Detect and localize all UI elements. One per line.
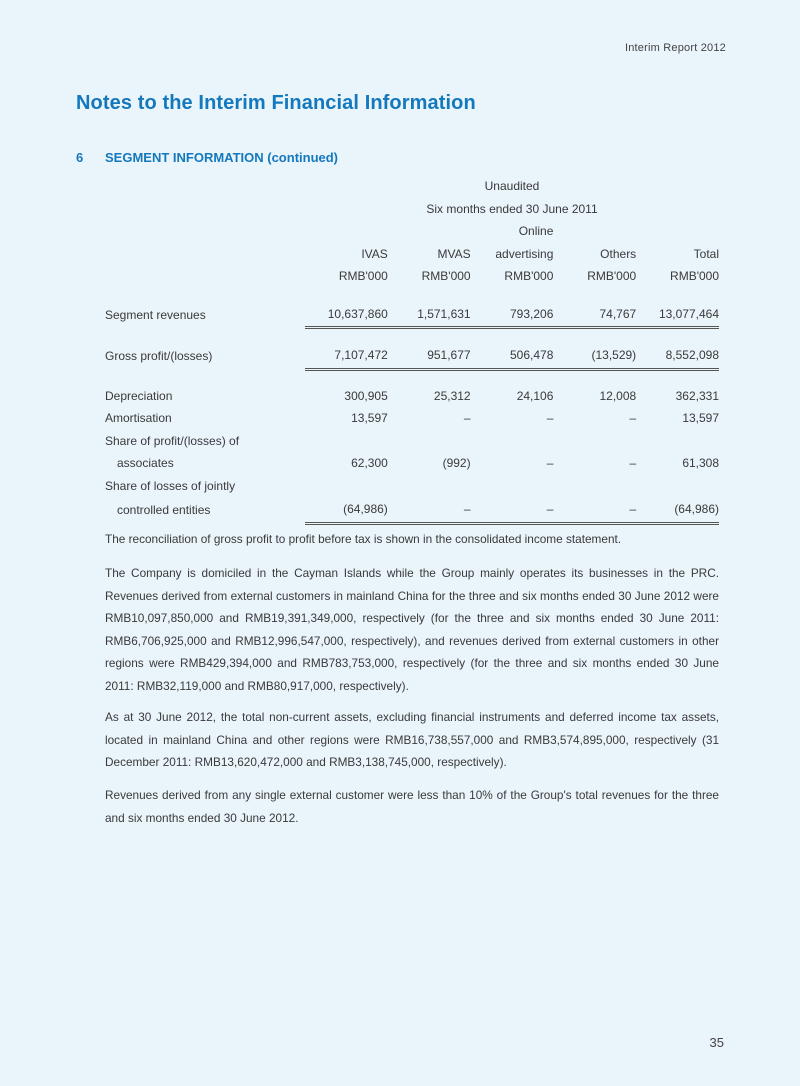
row-label: Share of losses of jointly [105,478,236,493]
cell-value: 7,107,472 [305,343,388,369]
row-label: Amortisation [105,411,172,426]
cell-value: 12,008 [599,388,637,403]
cell-value: – [629,456,637,471]
row-label: Segment revenues [105,307,206,322]
col-header-unit: RMB'000 [504,269,554,284]
cell-value: 793,206 [471,302,554,328]
cell-value: (13,529) [553,343,636,369]
page-title: Notes to the Interim Financial Information [76,92,476,114]
cell-value: 8,552,098 [636,343,719,369]
col-header-line1 [305,220,388,243]
paragraph: The Company is domiciled in the Cayman Islands while the Group mainly operates its businesses in the PRC. Revenues derived from external customers in mainland China for the three and six months ended 30 June 2012 were RMB10,097,850,000 and RMB19,391,349,000, respectively (for the three and six months ended 30 June 2011: RMB6,706,925,000 and RMB12,996,547,000, respectively), and revenues derived from external customers in other regions were RMB429,394,000 and RMB783,753,000, respectively (for the three and six months ended 30 June 2011: RMB32,119,000 and RMB80,917,000, respectively). [105,566,719,693]
cell-value: – [388,497,471,523]
cell-value: – [463,411,471,426]
col-header-name: Others [600,246,637,261]
cell-value: (992) [442,456,471,471]
header-unaudited: Unaudited [484,179,540,194]
cell-value: – [546,411,554,426]
cell-value: 13,597 [682,411,720,426]
segment-table [105,175,719,525]
table-row [105,302,719,328]
paragraph: The reconciliation of gross profit to profit before tax is shown in the consolidated income statement. [105,532,622,546]
col-header-name: Total [693,246,720,261]
row-label: Gross profit/(losses) [105,349,213,363]
table-row [105,407,719,430]
row-label: Share of profit/(losses) of [105,433,240,448]
col-header-unit: RMB'000 [338,269,388,284]
col-header-line1 [636,220,719,243]
table-row [105,475,719,498]
row-label: controlled entities [117,503,211,517]
table-row [105,497,719,523]
cell-value: 951,677 [388,343,471,369]
col-header-name: IVAS [361,246,388,261]
cell-value: 61,308 [682,456,720,471]
cell-value: (64,986) [636,497,719,523]
cell-value: 362,331 [675,388,720,403]
cell-value: 25,312 [433,388,471,403]
cell-value: 1,571,631 [388,302,471,328]
cell-value: – [546,456,554,471]
table-row [105,343,719,369]
page-number: 35 [709,1035,724,1050]
paragraph: As at 30 June 2012, the total non-current assets, excluding financial instruments and deferred income tax assets, located in mainland China and other regions were RMB16,738,557,000 and RMB3,574,895,000, respectively (31 December 2011: RMB13,620,472,000 and RMB3,138,745,000, respectively). [105,710,719,770]
section-number: 6 [76,150,84,165]
col-header-line1: Online [518,224,554,239]
col-header-name: advertising [495,246,554,261]
table-row [105,452,719,475]
cell-value: 62,300 [351,456,388,471]
col-header-line1 [388,220,471,243]
cell-value: 13,077,464 [636,302,719,328]
section-title: SEGMENT INFORMATION (continued) [105,150,339,165]
cell-value: (64,986) [305,497,388,523]
cell-value: – [471,497,554,523]
col-header-unit: RMB'000 [670,269,720,284]
cell-value: 506,478 [471,343,554,369]
col-header-line1 [553,220,636,243]
report-header: Interim Report 2012 [624,42,726,54]
cell-value: – [553,497,636,523]
col-header-unit: RMB'000 [421,269,471,284]
row-label: associates [117,456,174,471]
cell-value: 74,767 [553,302,636,328]
col-header-name: MVAS [437,246,471,261]
cell-value: 13,597 [351,411,388,426]
cell-value: – [629,411,637,426]
col-header-unit: RMB'000 [587,269,637,284]
cell-value: 300,905 [344,388,388,403]
section-heading [76,150,338,165]
paragraph: Revenues derived from any single external customer were less than 10% of the Group's total revenues for the three and six months ended 30 June 2012. [105,788,719,825]
table-row [105,385,719,408]
header-period: Six months ended 30 June 2011 [426,201,598,216]
cell-value: 24,106 [516,388,554,403]
cell-value: 10,637,860 [305,302,388,328]
table-row [105,430,719,453]
row-label: Depreciation [105,388,173,403]
